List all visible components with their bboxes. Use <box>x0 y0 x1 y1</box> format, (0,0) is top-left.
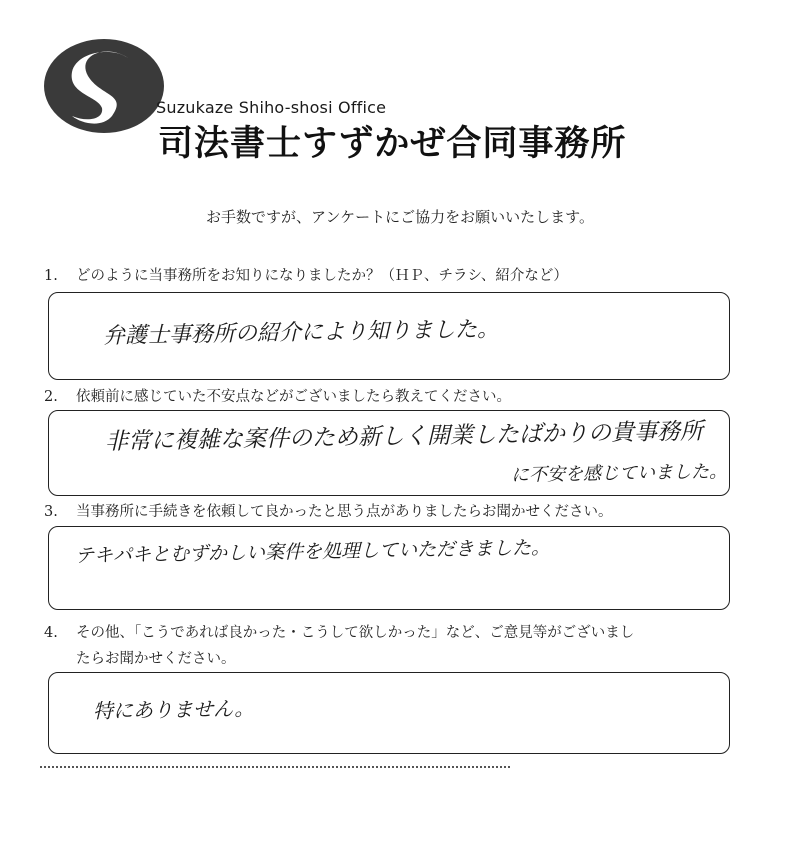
office-name-en: Suzukaze Shiho-shosi Office <box>156 98 387 117</box>
question-number: 1. <box>44 268 58 284</box>
question-number: 2. <box>44 389 58 405</box>
question-3 <box>44 499 613 525</box>
answer-box-2 <box>48 410 730 496</box>
handwritten-answer: テキパキとむずかしい案件を処理していただきました。 <box>74 536 551 567</box>
question-number: 3. <box>44 504 58 520</box>
swirl-s-logo-icon <box>42 36 170 136</box>
handwritten-answer: 非常に複雑な案件のため新しく開業したばかりの貴事務所 <box>104 418 704 455</box>
question-4 <box>44 620 634 672</box>
survey-intro: お手数ですが、アンケートにご協力をお願いいたします。 <box>206 208 594 226</box>
handwritten-answer: 弁護士事務所の紹介により知りました。 <box>102 317 500 349</box>
handwritten-answer: 特にありません。 <box>92 696 255 723</box>
question-text: 依頼前に感じていた不安点などがございましたら教えてください。 <box>76 389 511 405</box>
answer-box-3 <box>48 526 730 610</box>
question-1 <box>44 263 568 289</box>
question-text: どのように当事務所をお知りになりましたか？（ＨＰ、チラシ、紹介など） <box>76 268 568 284</box>
question-text-continued: たらお聞かせください。 <box>76 651 236 667</box>
question-number: 4. <box>44 625 58 641</box>
office-name-ja: 司法書士すずかぜ合同事務所 <box>158 124 627 164</box>
answer-box-1 <box>48 292 730 380</box>
page-cut-line <box>40 766 510 772</box>
answer-box-4 <box>48 672 730 754</box>
question-2 <box>44 384 511 410</box>
question-text: その他、「こうであれば良かった・こうして欲しかった」など、ご意見等がございまし <box>76 625 635 641</box>
handwritten-answer: に不安を感じていました。 <box>510 461 728 486</box>
question-text: 当事務所に手続きを依頼して良かったと思う点がありましたらお聞かせください。 <box>76 504 613 520</box>
